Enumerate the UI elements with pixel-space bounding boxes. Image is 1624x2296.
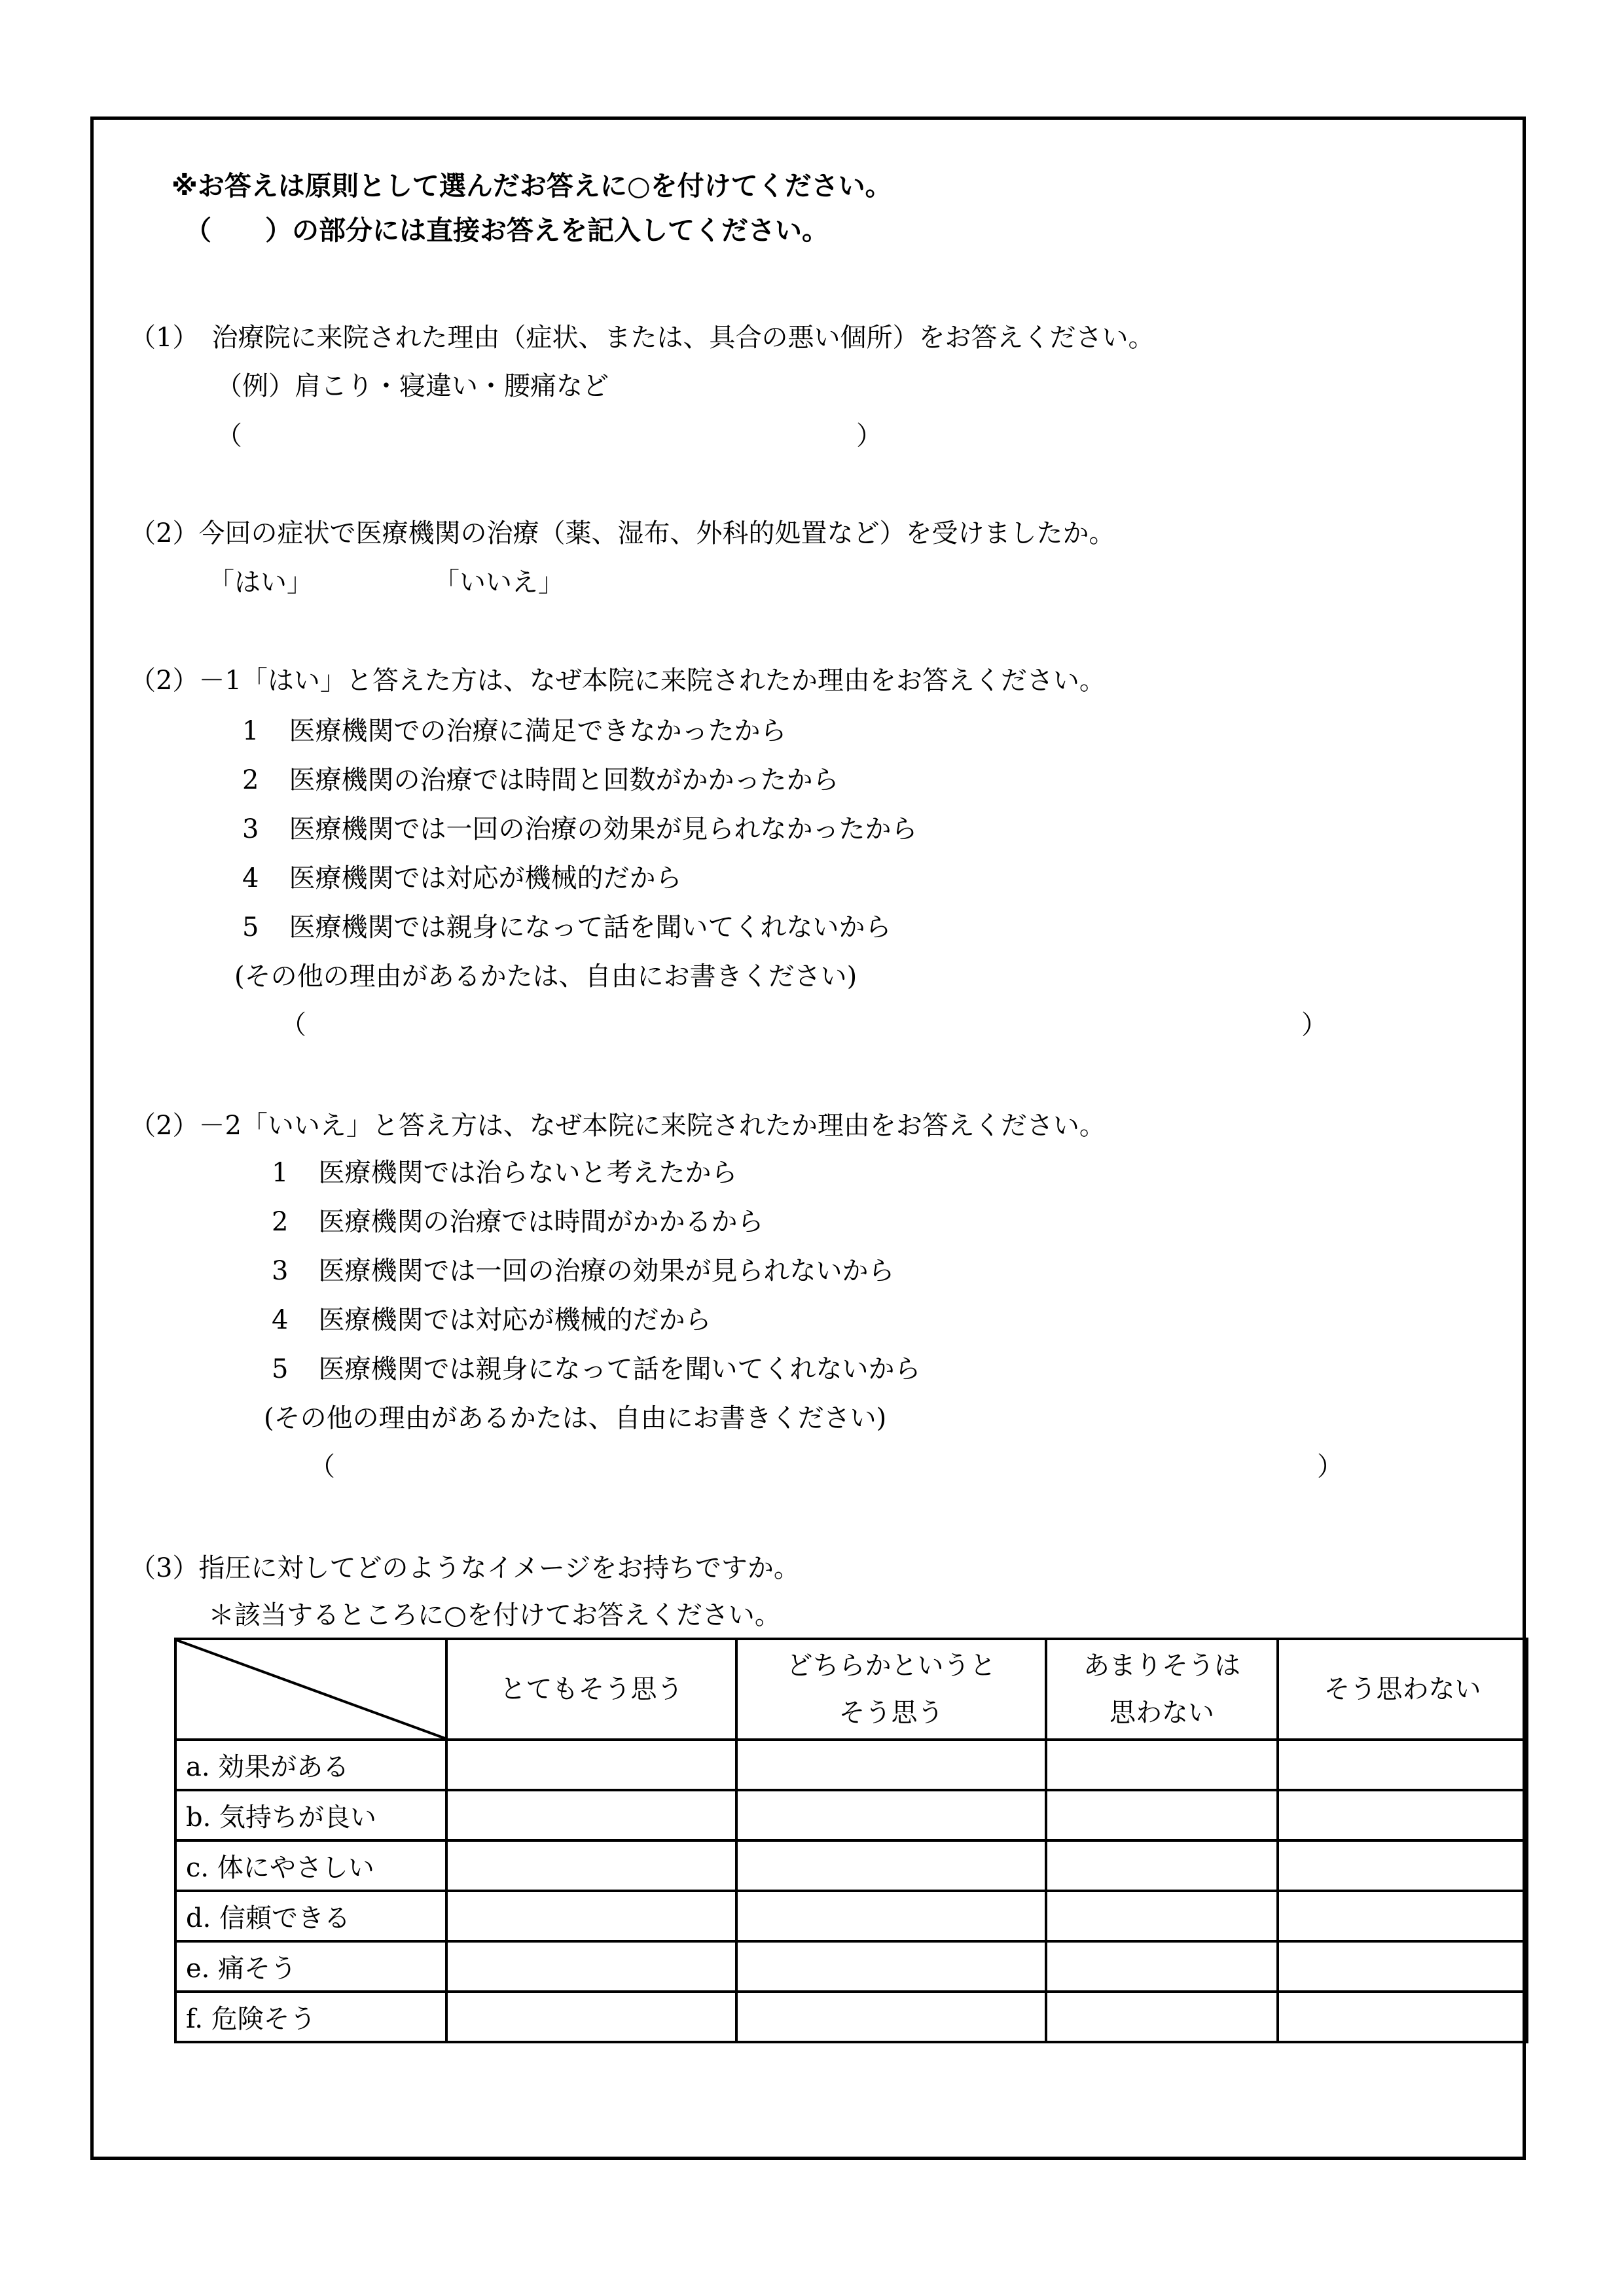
option-text: 医療機関では一回の治療の効果が見られないから xyxy=(318,1256,895,1286)
q2-1-other-prompt: (その他の理由があるかたは、自由にお書きください) xyxy=(234,961,857,992)
rating-table xyxy=(174,1638,1528,2043)
row-label: b. 気持ちが良い xyxy=(175,1790,446,1840)
q2-1-paren-close: ） xyxy=(1301,1010,1327,1040)
q2-1-option[interactable] xyxy=(242,767,839,793)
q2-2-other-answer-field[interactable] xyxy=(347,1450,1309,1482)
table-row xyxy=(175,1840,1527,1891)
column-header-line1: どちらかというと xyxy=(786,1651,996,1681)
option-text: 医療機関では一回の治療の効果が見られなかったから xyxy=(289,814,918,844)
column-header xyxy=(446,1639,736,1740)
q2-1-other-answer-field[interactable] xyxy=(321,1008,1290,1041)
answer-cell[interactable] xyxy=(1278,1941,1527,1992)
answer-cell[interactable] xyxy=(1046,1992,1278,2042)
option-text: 医療機関では親身になって話を聞いてくれないから xyxy=(318,1354,921,1384)
answer-cell[interactable] xyxy=(1046,1941,1278,1992)
answer-cell[interactable] xyxy=(1046,1840,1278,1891)
answer-cell[interactable] xyxy=(446,1941,736,1992)
q2-1-option[interactable] xyxy=(242,865,681,891)
option-text: 医療機関では治らないと考えたから xyxy=(318,1158,738,1188)
column-header-line1: そう思わない xyxy=(1324,1674,1481,1704)
answer-cell[interactable] xyxy=(736,1992,1046,2042)
option-number: 1 xyxy=(272,1158,289,1188)
q3-question: （3）指圧に対してどのようなイメージをお持ちですか。 xyxy=(130,1553,800,1583)
column-header xyxy=(1046,1639,1278,1740)
table-row xyxy=(175,1891,1527,1941)
q2-2-option[interactable] xyxy=(272,1209,763,1235)
answer-cell[interactable] xyxy=(736,1941,1046,1992)
option-number: 4 xyxy=(272,1305,289,1335)
option-number: 2 xyxy=(242,765,259,795)
answer-cell[interactable] xyxy=(446,1992,736,2042)
answer-cell[interactable] xyxy=(736,1840,1046,1891)
option-text: 医療機関では対応が機械的だから xyxy=(318,1305,712,1335)
option-number: 4 xyxy=(242,863,259,893)
column-header-line1: あまりそうは xyxy=(1083,1651,1240,1681)
table-row xyxy=(175,1992,1527,2042)
option-number: 1 xyxy=(242,716,259,746)
answer-cell[interactable] xyxy=(446,1891,736,1941)
rating-table-header xyxy=(175,1639,1527,1740)
q2-option-no[interactable]: 「いいえ」 xyxy=(433,567,564,598)
row-label: e. 痛そう xyxy=(175,1941,446,1992)
answer-cell[interactable] xyxy=(736,1740,1046,1790)
q2-2-option[interactable] xyxy=(272,1160,737,1186)
answer-cell[interactable] xyxy=(736,1790,1046,1840)
option-text: 医療機関での治療に満足できなかったから xyxy=(289,716,787,746)
row-label: a. 効果がある xyxy=(175,1740,446,1790)
option-number: 3 xyxy=(242,814,259,844)
answer-cell[interactable] xyxy=(1278,1840,1527,1891)
answer-cell[interactable] xyxy=(1278,1790,1527,1840)
option-number: 5 xyxy=(272,1354,289,1384)
instruction-line-1: ※お答えは原則として選んだお答えに○を付けてください。 xyxy=(171,170,892,202)
answer-cell[interactable] xyxy=(446,1790,736,1840)
answer-cell[interactable] xyxy=(1046,1740,1278,1790)
option-text: 医療機関では親身になって話を聞いてくれないから xyxy=(289,912,892,942)
q2-2-question: （2）－2「いいえ」と答え方は、なぜ本院に来院されたか理由をお答えください。 xyxy=(130,1111,1106,1141)
column-header-line1: とてもそう思う xyxy=(499,1674,683,1704)
row-label: f. 危険そう xyxy=(175,1992,446,2042)
q1-example: （例）肩こり・寝違い・腰痛など xyxy=(216,371,609,401)
column-header xyxy=(1278,1639,1527,1740)
q2-1-option[interactable] xyxy=(242,816,917,842)
q2-2-other-prompt: (その他の理由があるかたは、自由にお書きください) xyxy=(264,1403,887,1433)
answer-cell[interactable] xyxy=(446,1740,736,1790)
diagonal-line xyxy=(177,1640,445,1738)
row-label: c. 体にやさしい xyxy=(175,1840,446,1891)
row-label: d. 信頼できる xyxy=(175,1891,446,1941)
q1-paren-open: （ xyxy=(216,421,242,451)
q2-2-paren-close: ） xyxy=(1317,1452,1343,1482)
q2-2-option[interactable] xyxy=(272,1307,711,1333)
instruction-line-2: （ ）の部分には直接お答えを記入してください。 xyxy=(185,215,829,246)
q2-2-paren-open: （ xyxy=(309,1452,335,1482)
option-text: 医療機関では対応が機械的だから xyxy=(289,863,682,893)
option-text: 医療機関の治療では時間と回数がかかったから xyxy=(289,765,839,795)
q2-2-option[interactable] xyxy=(272,1356,920,1382)
q3-note: ＊該当するところに○を付けてお答えください。 xyxy=(208,1600,781,1630)
option-number: 3 xyxy=(272,1256,289,1286)
table-row xyxy=(175,1740,1527,1790)
q2-option-yes[interactable]: 「はい」 xyxy=(208,567,313,598)
option-text: 医療機関の治療では時間がかかるから xyxy=(318,1207,764,1237)
option-number: 2 xyxy=(272,1207,289,1237)
answer-cell[interactable] xyxy=(1046,1891,1278,1941)
answer-cell[interactable] xyxy=(1278,1740,1527,1790)
column-header-line2: 思わない xyxy=(1110,1698,1214,1728)
answer-cell[interactable] xyxy=(1046,1790,1278,1840)
q1-answer-field[interactable] xyxy=(262,419,851,452)
q2-1-option[interactable] xyxy=(242,718,786,744)
column-header-line2: そう思う xyxy=(839,1698,944,1728)
q1-question: （1） 治療院に来院された理由（症状、または、具合の悪い個所）をお答えください。 xyxy=(130,323,1155,353)
q1-paren-close: ） xyxy=(856,421,882,451)
answer-cell[interactable] xyxy=(1278,1992,1527,2042)
table-row xyxy=(175,1790,1527,1840)
q2-1-option[interactable] xyxy=(242,914,891,941)
answer-cell[interactable] xyxy=(1278,1891,1527,1941)
answer-cell[interactable] xyxy=(446,1840,736,1891)
table-row xyxy=(175,1941,1527,1992)
corner-cell xyxy=(175,1639,446,1740)
column-header xyxy=(736,1639,1046,1740)
q2-1-question: （2）－1「はい」と答えた方は、なぜ本院に来院されたか理由をお答えください。 xyxy=(130,666,1106,696)
option-number: 5 xyxy=(242,912,259,942)
q2-1-paren-open: （ xyxy=(280,1010,306,1040)
answer-cell[interactable] xyxy=(736,1891,1046,1941)
q2-question: （2）今回の症状で医療機関の治療（薬、湿布、外科的処置など）を受けましたか。 xyxy=(130,518,1115,548)
q2-2-option[interactable] xyxy=(272,1258,894,1284)
